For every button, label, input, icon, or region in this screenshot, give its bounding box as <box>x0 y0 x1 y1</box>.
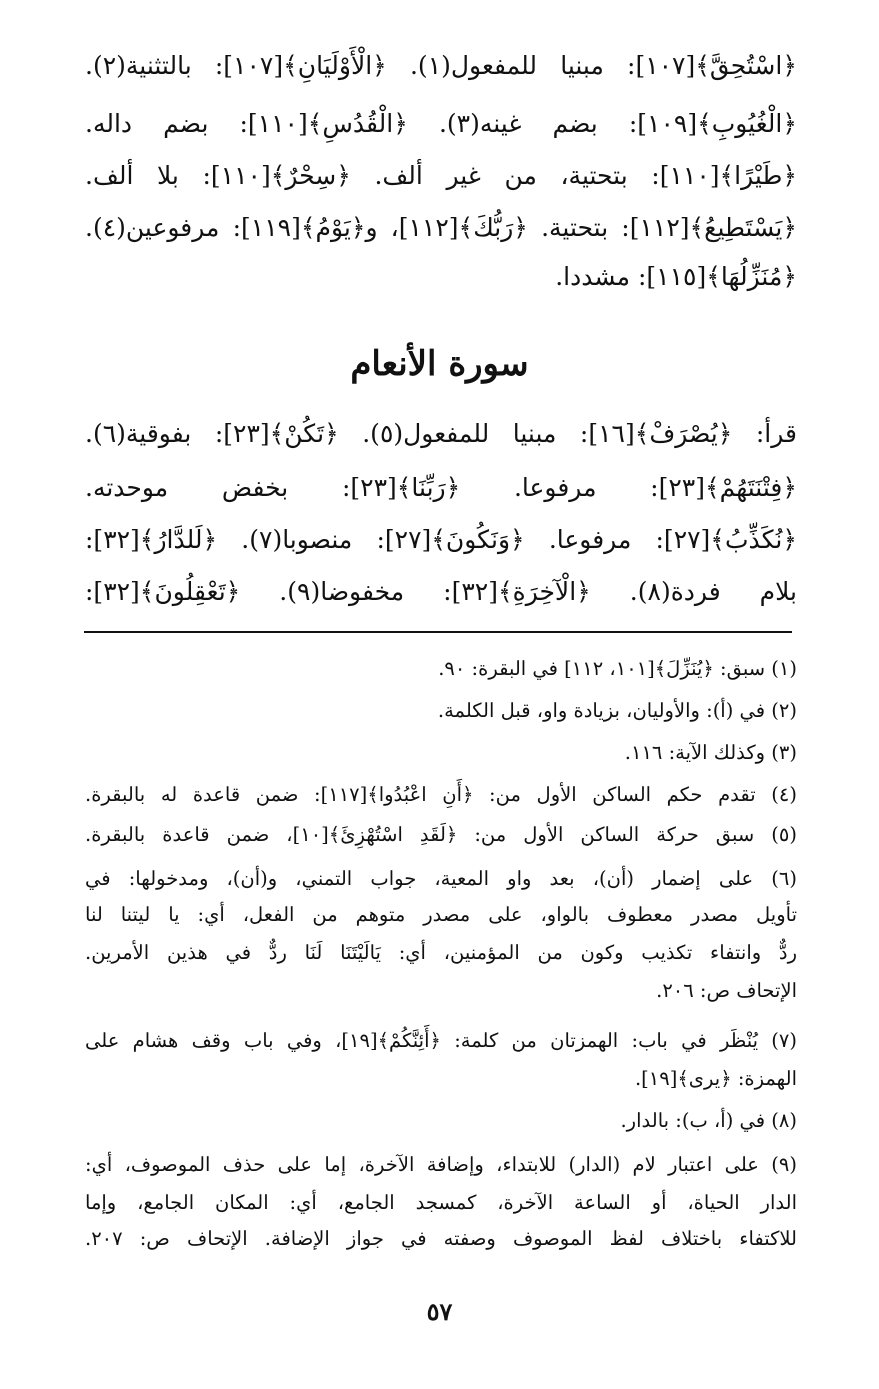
footnote-line: تأويل مصدر معطوف بالواو، على مصدر متوهم من الفعل، أي: يا ليتنا لنا <box>85 903 797 926</box>
body-line: ﴿مُنَزِّلُهَا﴾[١١٥]: مشددا. <box>555 262 797 291</box>
body-line: ﴿اسْتُحِقَّ﴾[١٠٧]: مبنيا للمفعول(١). ﴿الْأَوْلَيَانِ﴾[١٠٧]: بالتثنية(٢). <box>85 51 797 80</box>
surah-title: سورة الأنعام <box>350 344 529 384</box>
footnote-line: (٦) على إضمار (أن)، بعد واو المعية، جواب التمني، و(أن)، ومدخولها: في <box>85 867 797 890</box>
footnote-line: ردٌّ وانتفاء تكذيب وكون من المؤمنين، أي: يَالَيْتَنَا لَنَا ردٌّ في هذين الأمرين. <box>85 941 797 964</box>
footnote-line: (٣) وكذلك الآية: ١١٦. <box>624 741 797 764</box>
body-line: ﴿يَسْتَطِيعُ﴾[١١٢]: بتحتية. ﴿رَبُّكَ﴾[١١٢]، و﴿يَوْمُ﴾[١١٩]: مرفوعين(٤). <box>85 213 797 242</box>
footnote-line: الدار الحياة، أو الساعة الآخرة، كمسجد الجامع، أي: المكان الجامع، وإما <box>85 1191 797 1214</box>
footnote-line: (٤) تقدم حكم الساكن الأول من: ﴿أَنِ اعْبُدُوا﴾[١١٧]: ضمن قاعدة له بالبقرة. <box>85 783 797 806</box>
footnote-line: الإتحاف ص: ٢٠٦. <box>656 979 797 1002</box>
body-line: ﴿فِتْنَتَهُمْ﴾[٢٣]: مرفوعا. ﴿رَبِّنَا﴾[٢٣]: بخفض موحدته. <box>85 473 797 502</box>
footnote-line: (٢) في (أ): والأوليان، بزيادة واو، قبل الكلمة. <box>437 699 797 722</box>
body-line: بلام فردة(٨). ﴿الْآخِرَةِ﴾[٣٢]: مخفوضا(٩). ﴿تَعْقِلُونَ﴾[٣٢]: <box>85 577 797 606</box>
footnote-line: للاكتفاء باختلاف لفظ الموصوف وصفته في جواز الإضافة. الإتحاف ص: ٢٠٧. <box>85 1227 797 1250</box>
footnote-line: (٥) سبق حركة الساكن الأول من: ﴿لَقَدِ اسْتُهْزِئَ﴾[١٠]، ضمن قاعدة بالبقرة. <box>85 823 797 846</box>
footnote-line: (١) سبق: ﴿يُنَزِّلَ﴾[١٠١، ١١٢] في البقرة: ٩٠. <box>438 657 797 680</box>
footnote-line: (٧) يُنْظَر في باب: الهمزتان من كلمة: ﴿أَئِنَّكُمْ﴾[١٩]، وفي باب وقف هشام على <box>85 1029 797 1052</box>
footnote-line: الهمزة: ﴿يرى﴾[١٩]. <box>634 1067 797 1090</box>
body-line: ﴿نُكَذِّبُ﴾[٢٧]: مرفوعا. ﴿وَنَكُونَ﴾[٢٧]: منصوبا(٧). ﴿لَلدَّارُ﴾[٣٢]: <box>85 525 797 554</box>
body-line: قرأ: ﴿يُصْرَفْ﴾[١٦]: مبنيا للمفعول(٥). ﴿تَكُنْ﴾[٢٣]: بفوقية(٦). <box>85 419 797 448</box>
footnote-line: (٩) على اعتبار لام (الدار) للابتداء، وإضافة الآخرة، إما على حذف الموصوف، أي: <box>85 1153 797 1176</box>
body-line: ﴿طَيْرًا﴾[١١٠]: بتحتية، من غير ألف. ﴿سِحْرٌ﴾[١١٠]: بلا ألف. <box>85 161 797 190</box>
page-number: ٥٧ <box>426 1297 453 1326</box>
body-line: ﴿الْغُيُوبِ﴾[١٠٩]: بضم غينه(٣). ﴿الْقُدُسِ﴾[١١٠]: بضم داله. <box>85 109 797 138</box>
footnote-separator <box>84 631 792 633</box>
footnote-line: (٨) في (أ، ب): بالدار. <box>620 1109 797 1132</box>
